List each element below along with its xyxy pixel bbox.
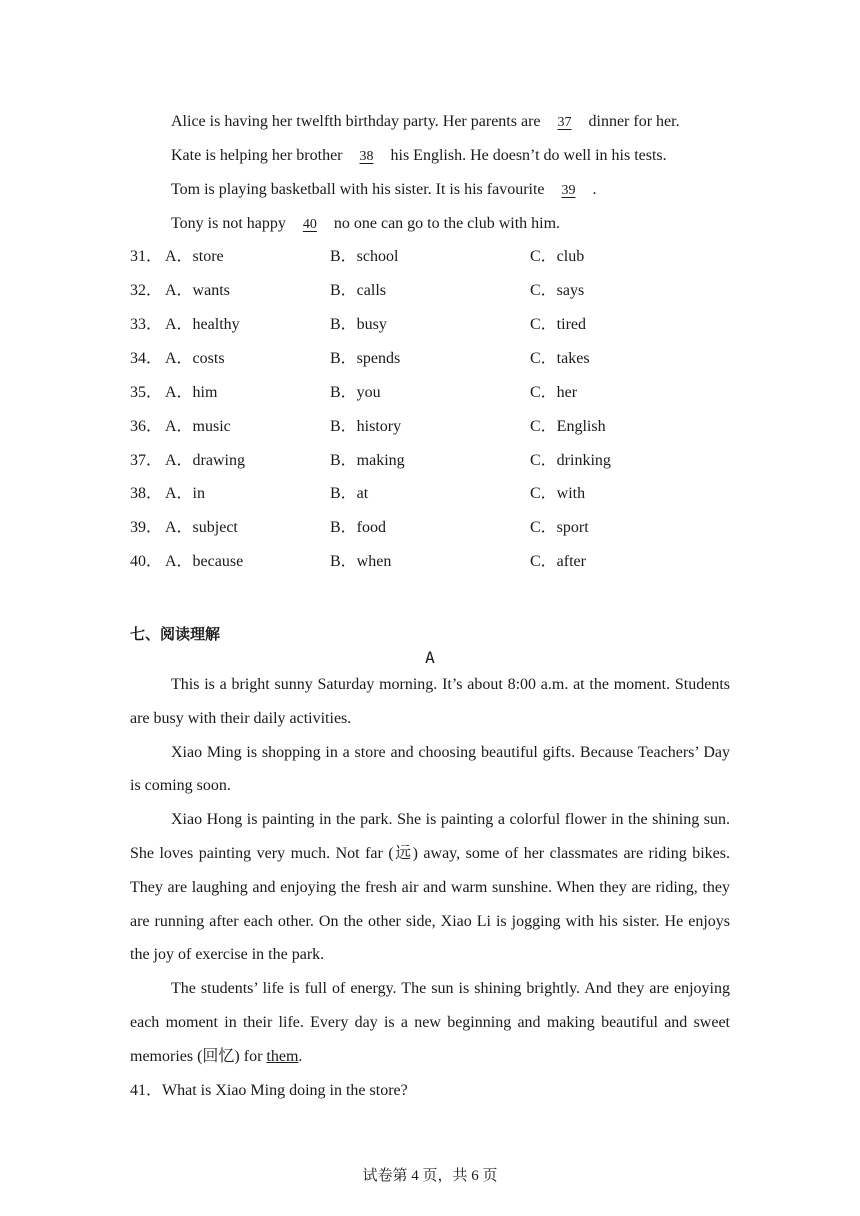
option-c: C．club [530,248,585,265]
passage-paragraph: Xiao Ming is shopping in a store and choosing beautiful gifts. Because Teachers’ Day is coming soon. [130,743,730,795]
option-c: C．English [530,418,606,435]
option-b: B．when [330,553,392,570]
gap-sentence-38 [171,146,667,167]
gap-sentence-text: Kate is helping her brother [171,147,343,164]
option-c: C．says [530,282,585,299]
option-c: C．drinking [530,452,611,469]
option-a: A．store [165,248,224,265]
question-number: 35． [130,384,163,401]
option-a: A．subject [165,519,238,536]
underlined-word: them [266,1047,299,1065]
option-b: B．history [330,418,402,435]
section-title: 七、阅读理解 [130,625,221,643]
option-c: C．with [530,485,586,502]
blank-37: 37 [557,115,572,130]
passage-paragraph: This is a bright sunny Saturday morning. It’s about 8:00 a.m. at the moment. Students are busy with their daily activities. [130,676,730,727]
blank-38: 38 [359,149,374,164]
option-a: A．because [165,553,244,570]
question-number: 40． [130,553,163,570]
option-a: A．healthy [165,316,240,333]
option-a: A．costs [165,350,225,367]
passage-label: A [425,648,435,667]
question-number: 37． [130,452,163,469]
option-b: B．food [330,519,387,536]
gap-sentence-text: dinner for her. [588,113,680,130]
question-number: 36． [130,418,163,435]
option-b: B．making [330,452,405,469]
gap-sentence-40 [171,214,560,235]
question-number: 31． [130,248,163,265]
question-number: 38． [130,485,163,502]
blank-40: 40 [302,217,317,232]
question-number: 39． [130,519,163,536]
gap-sentence-37 [171,112,680,133]
option-b: B．calls [330,282,386,299]
option-c: C．her [530,384,578,401]
option-c: C．after [530,553,586,570]
page-footer: 试卷第 4 页，共 6 页 [362,1168,498,1184]
option-c: C．takes [530,350,590,367]
question-number: 33． [130,316,163,333]
gap-sentence-text: Tony is not happy [171,215,286,232]
option-c: C．sport [530,519,589,536]
option-a: A．in [165,485,206,502]
gap-sentence-text: Alice is having her twelfth birthday party. Her parents are [171,113,541,130]
passage-paragraph [130,972,730,1073]
option-a: A．him [165,384,218,401]
gap-sentence-39 [171,180,597,201]
option-b: B．you [330,384,381,401]
gap-sentence-text: no one can go to the club with him. [333,215,561,232]
option-b: B．spends [330,350,401,367]
reading-passage [130,668,730,1107]
passage-text: The students’ life is full of energy. The sun is shining brightly. And they are enjoying each moment in their life. Every day is a new beginning and making beautiful and sweet memories (回忆) for [130,980,730,1065]
passage-text: . [298,1047,303,1065]
question-number: 34． [130,350,163,367]
blank-39: 39 [561,183,576,198]
option-a: A．wants [165,282,230,299]
option-b: B．busy [330,316,387,333]
gap-sentence-text: his English. He doesn’t do well in his tests. [390,147,667,164]
question-number: 32． [130,282,163,299]
option-b: B．school [330,248,399,265]
option-a: A．drawing [165,452,245,469]
gap-sentence-text: . [592,181,597,198]
option-a: A．music [165,418,231,435]
option-c: C．tired [530,316,586,333]
passage-paragraph: Xiao Hong is painting in the park. She is painting a colorful flower in the shining sun. She loves painting very much. Not far (远) away, some of her classmates are riding bikes. They are laughing and enjoying the fresh air and warm sunshine. When they are riding, they are running after each other. On the other side, Xiao Li is jogging with his sister. He enjoys the joy of exercise in the park. [130,811,730,964]
option-b: B．at [330,485,369,502]
question-41: 41．What is Xiao Ming doing in the store? [130,1081,408,1099]
gap-sentence-text: Tom is playing basketball with his sister. It is his favourite [171,181,545,198]
